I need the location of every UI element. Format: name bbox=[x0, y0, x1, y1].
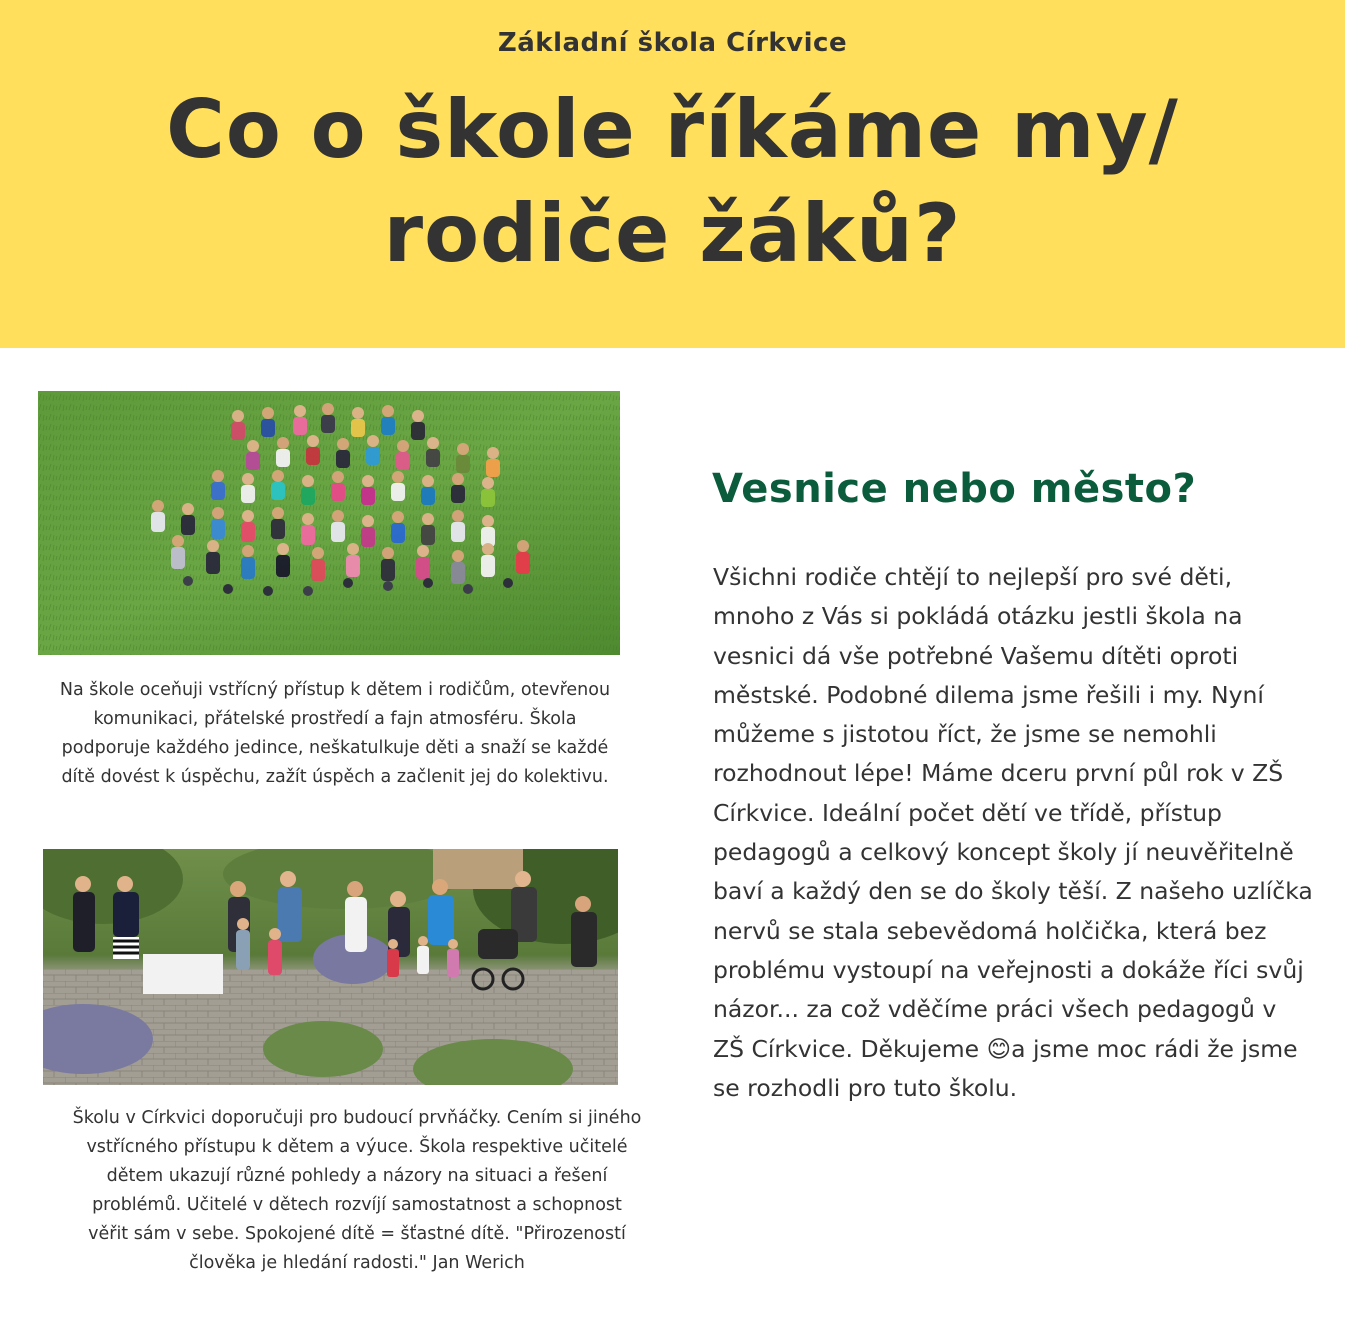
children-group-photo bbox=[38, 391, 620, 655]
school-name: Základní škola Církvice bbox=[497, 28, 848, 58]
caption-parent-quote-1: Na škole oceňuji vstřícný přístup k dětem i rodičům, otevřenou komunikaci, přátelské prostředí a fajn atmosféru. Škola podporuje každého jedince, neškatulkuje děti a snaží se každé dítě dovést k úspěchu, zažít úspěch a začlenit jej do kolektivu. bbox=[59, 680, 611, 787]
caption-parent-quote-2: Školu v Církvici doporučuji pro budoucí prvňáčky. Cením si jiného vstřícného přístupu k dětem a výuce. Škola respektive učitelé dětem ukazují různé pohledy a názory na situaci a řešení problémů. Učitelé v dětech rozvíjí samostatnost a schopnost věřit sám v sebe. Spokojené dítě = šťastné dítě. "Přirozeností člověka je hledání radosti." Jan Werich bbox=[72, 1108, 642, 1273]
school-event-photo bbox=[43, 849, 618, 1085]
testimonial-body: Všichni rodiče chtějí to nejlepší pro své děti, mnoho z Vás si pokládá otázku jestli škola na vesnici dá vše potřebné Vašemu dítěti oproti městské. Podobné dilema jsme řešili i my. Nyní můžeme s jistotou říct, že jsme se nemohli rozhodnout lépe! Máme dceru první půl rok v ZŠ Církvice. Ideální počet dětí ve třídě, přístup pedagogů a celkový koncept školy jí neuvěřitelně baví a každý den se do školy těší. Z našeho uzlíčka nervů se stala sebevědomá holčička, která bez problému vystoupí na veřejnosti a dokáže říci svůj názor... za což vděčíme práci všech pedagogů v ZŠ Církvice. Děkujeme 😊a jsme moc rádi že jsme se rozhodli pro tuto školu. bbox=[713, 563, 1313, 1102]
page-title: Co o škole říkáme my/ rodiče žáků? bbox=[166, 83, 1179, 280]
header-banner bbox=[0, 0, 1345, 348]
section-heading: Vesnice nebo město? bbox=[712, 466, 1197, 512]
